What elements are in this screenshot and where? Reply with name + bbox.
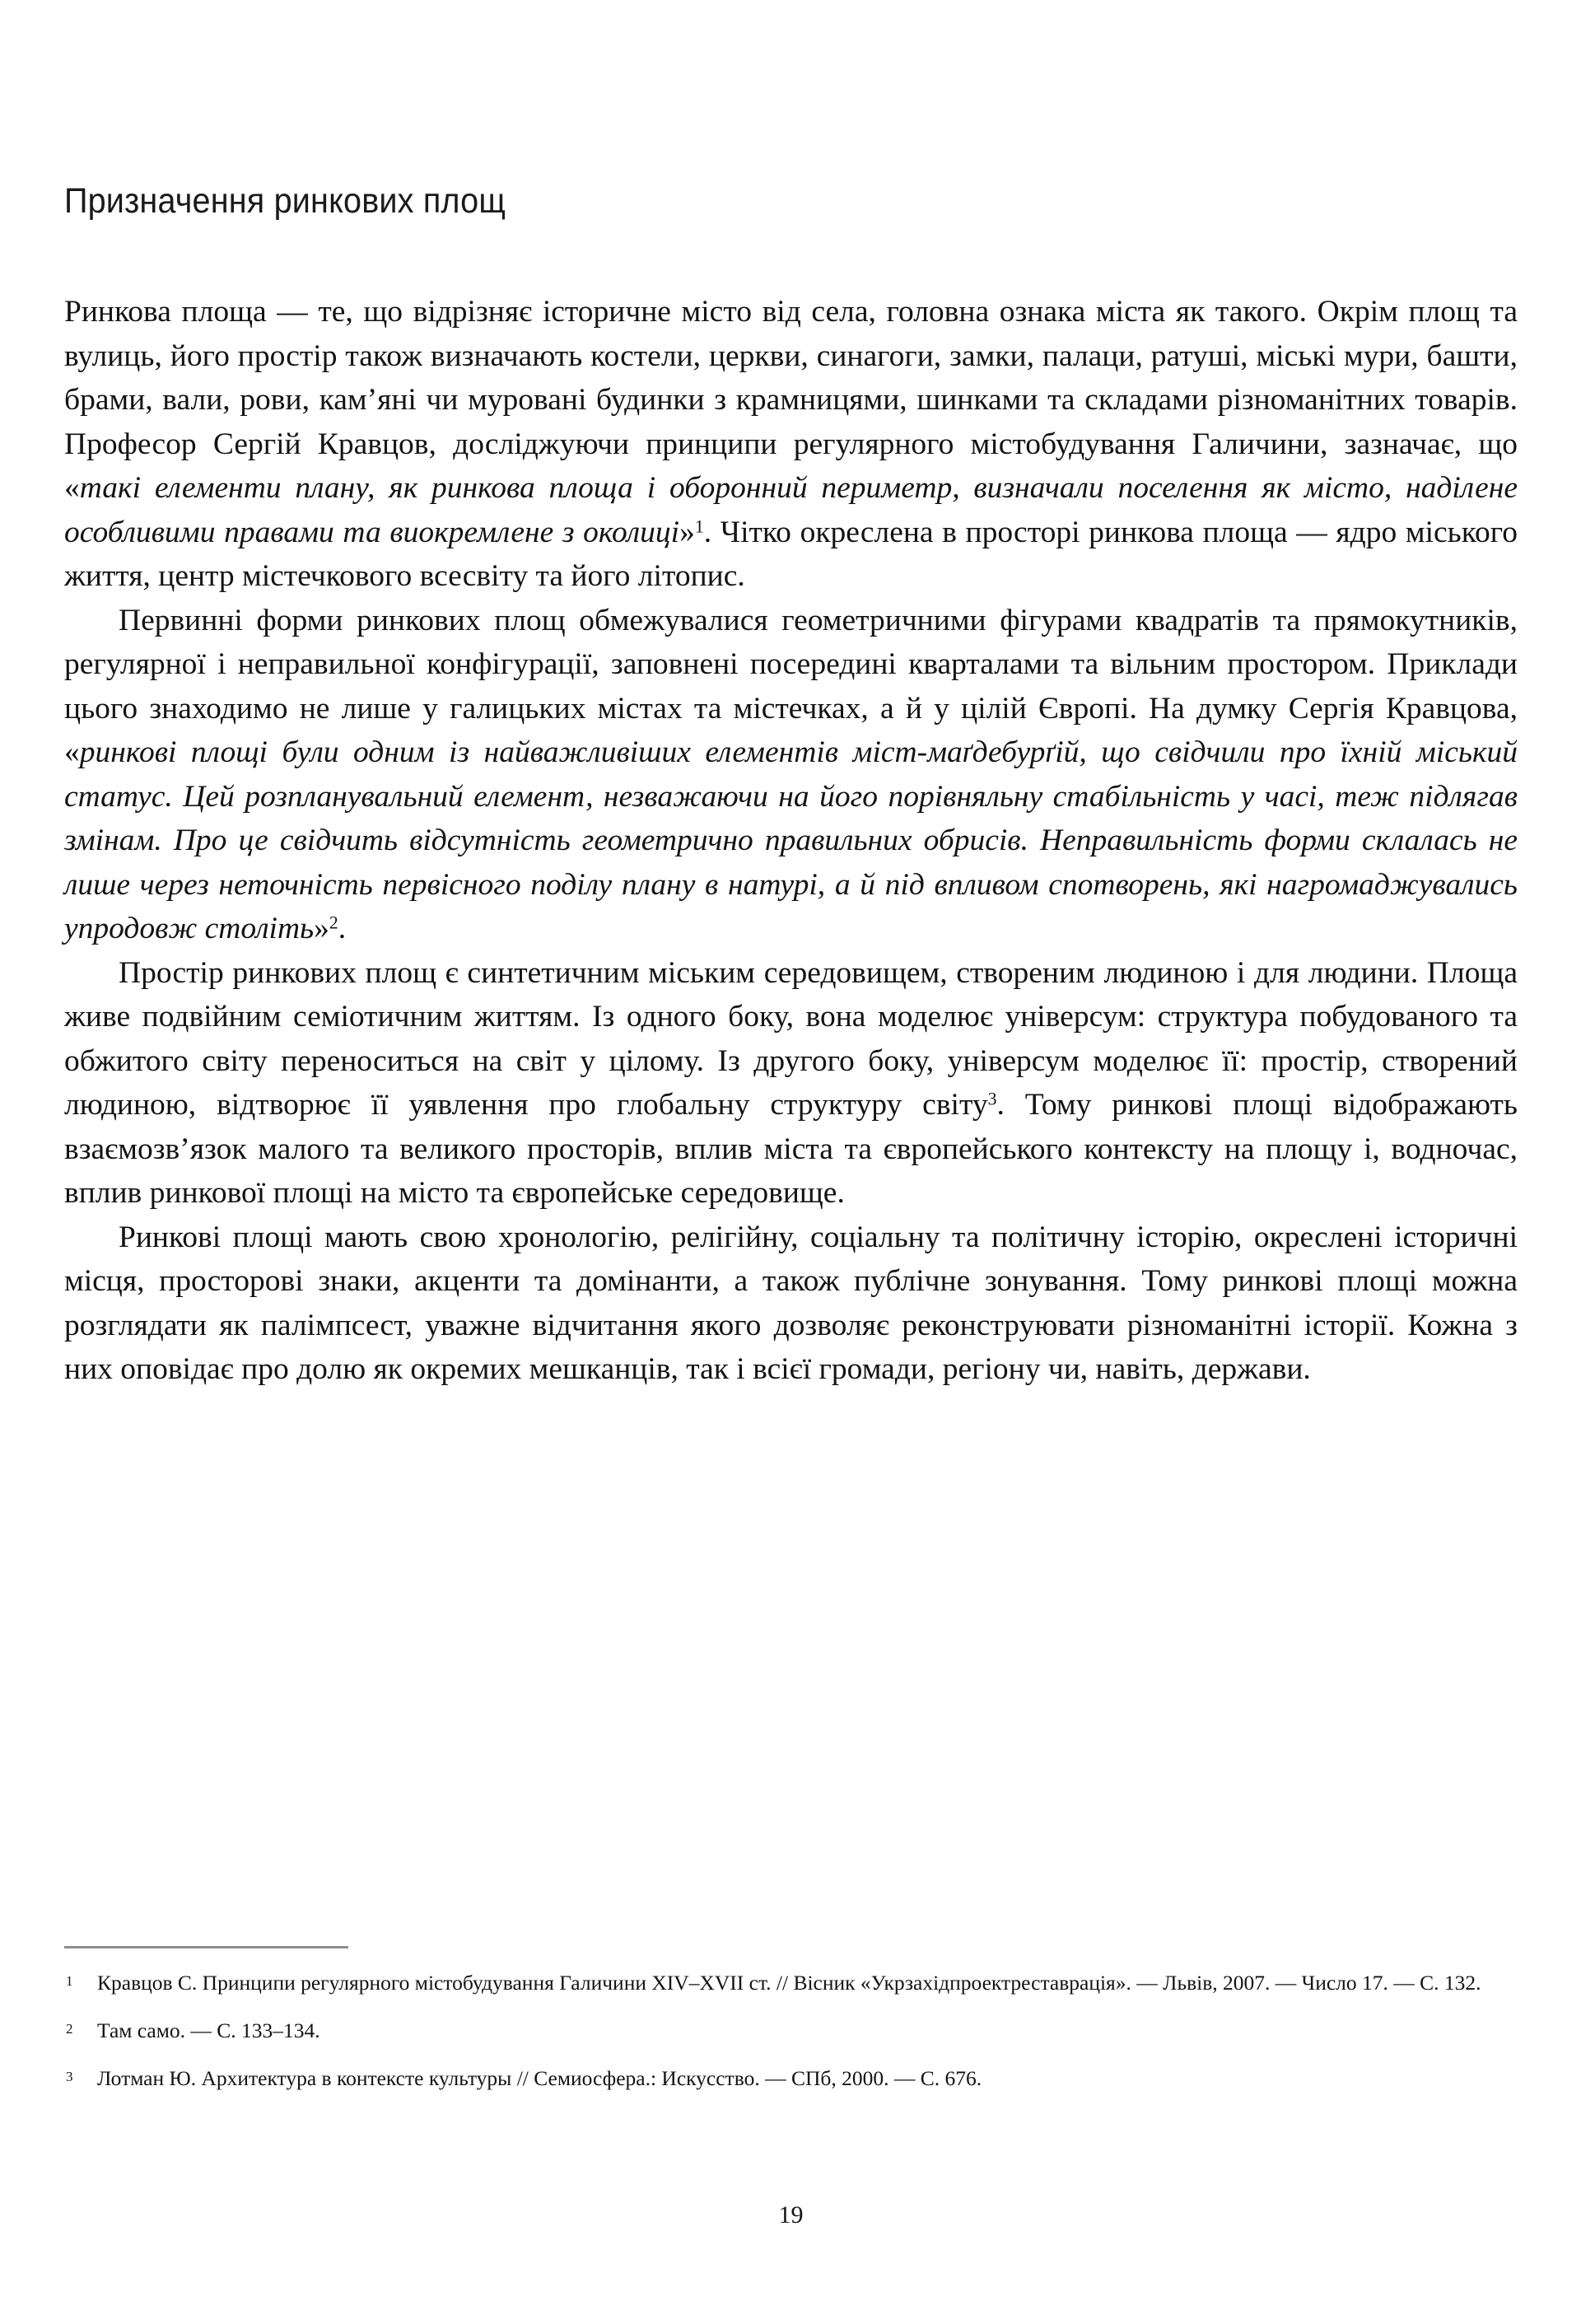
footnote-text: Кравцов С. Принципи регулярного містобудування Галичини XIV–XVII ст. // Вісник «Укрзахідпроектреставрація». — Львів, 2007. — Число 17. — С. 132. bbox=[97, 1971, 1481, 1995]
paragraph: Первинні форми ринкових площ обмежувалися геометричними фігурами квадратів та прямокутників, регулярної і неправильної конфігурації, заповнені посередині кварталами та вільним простором. Приклади цього знаходимо не лише у галицьких містах та містечках, а й у цілій Європі. На думку Сергія Кравцова, «ринкові площі були одним із найважливіших елементів міст-маґдебурґій, що свідчили про їхній міський статус. Цей розпланувальний елемент, незважаючи на його порівняльну стабільність у часі, теж підлягав змінам. Про це свідчить відсутність геометрично правильних обрисів. Неправильність форми склалась не лише через неточність первісного поділу плану в натурі, а й під впливом спотворень, які нагромаджувались упродовж століть»$^2$. bbox=[64, 603, 1518, 945]
footnote-text: Лотман Ю. Архитектура в контексте культуры // Семиосфера.: Искусство. — СПб, 2000. — С. 676. bbox=[97, 2066, 982, 2090]
body-text bbox=[64, 290, 1518, 1392]
footnote-text: Там само. — С. 133–134. bbox=[97, 2018, 320, 2042]
footnote-marker: 2 bbox=[66, 2021, 73, 2037]
footnote-marker: 1 bbox=[66, 1973, 73, 1989]
page-title: Призначення ринкових площ bbox=[64, 181, 506, 221]
paragraph: Простір ринкових площ є синтетичним міським середовищем, створеним людиною і для людини. Площа живе подвійним семіотичним життям. Із одного боку, вона моделює універсум: структура побудованого та обжитого світу переноситься на світ у цілому. Із другого боку, універсум моделює її: простір, створений людиною, відтворює її уявлення про глобальну структуру світу$^3$. Тому ринкові площі відображають взаємозв’язок малого та великого просторів, вплив міста та європейського контексту на площу і, водночас, вплив ринкової площі на місто та європейське середовище. bbox=[64, 955, 1518, 1210]
footnote-marker: 3 bbox=[66, 2069, 73, 2084]
footnote-item bbox=[64, 2064, 1518, 2093]
footnote-separator-rule bbox=[64, 1946, 348, 1948]
page-content bbox=[64, 0, 1522, 2324]
footnotes-section bbox=[64, 1946, 1518, 2093]
paragraph: Ринкова площа — те, що відрізняє історичне місто від села, головна ознака міста як такого. Окрім площ та вулиць, його простір також визначають костели, церкви, синагоги, замки, палаци, ратуші, міські мури, башти, брами, вали, рови, кам’яні чи муровані будинки з крамницями, шинками та складами різноманітних товарів. Професор Сергій Кравцов, досліджуючи принципи регулярного містобудування Галичини, зазначає, що «такі елементи плану, як ринкова площа і оборонний периметр, визначали поселення як місто, наділене особливими правами та виокремлене з околиці»$^1$. Чітко окреслена в просторі ринкова площа — ядро міського життя, центр містечкового всесвіту та його літопис. bbox=[64, 295, 1518, 593]
footnote-item bbox=[64, 1968, 1518, 1998]
page-number: 19 bbox=[778, 2201, 804, 2228]
footnote-item bbox=[64, 2016, 1518, 2046]
paragraph: Ринкові площі мають свою хронологію, релігійну, соціальну та політичну історію, окреслені історичні місця, просторові знаки, акценти та домінанти, а також публічне зонування. Тому ринкові площі можна розглядати як палімпсест, уважне відчитання якого дозволяє реконструювати різноманітні історії. Кожна з них оповідає про долю як окремих мешканців, так і всієї громади, регіону чи, навіть, держави. bbox=[64, 1220, 1518, 1386]
